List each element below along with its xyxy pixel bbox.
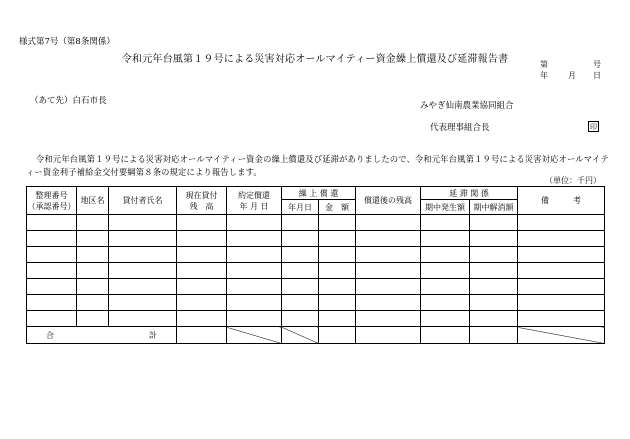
cell-early-amount[interactable]: [319, 311, 356, 327]
cell-contract-date[interactable]: [227, 231, 282, 247]
cell-ref-no[interactable]: [27, 215, 77, 231]
table-row: [27, 247, 605, 263]
cell-early-date[interactable]: [282, 215, 319, 231]
total-contract-date-na: [227, 327, 282, 344]
cell-ref-no[interactable]: [27, 279, 77, 295]
cell-after-balance[interactable]: [356, 247, 421, 263]
table-row: [27, 263, 605, 279]
cell-after-balance[interactable]: [356, 295, 421, 311]
cell-arrears-resolved[interactable]: [470, 231, 518, 247]
cell-arrears-occurred[interactable]: [421, 215, 470, 231]
cell-remarks[interactable]: [518, 311, 605, 327]
cell-district[interactable]: [77, 247, 109, 263]
total-early-date-na: [282, 327, 319, 344]
table-row: [27, 215, 605, 231]
cell-contract-date[interactable]: [227, 215, 282, 231]
cell-ref-no[interactable]: [27, 295, 77, 311]
table-row: [27, 311, 605, 327]
cell-borrower[interactable]: [109, 279, 177, 295]
header-after-balance: 償還後の残高: [356, 187, 421, 215]
cell-arrears-resolved[interactable]: [470, 311, 518, 327]
cell-remarks[interactable]: [518, 295, 605, 311]
report-table: [26, 186, 605, 344]
table-row: [27, 279, 605, 295]
cell-early-amount[interactable]: [319, 231, 356, 247]
cell-after-balance[interactable]: [356, 215, 421, 231]
cell-early-amount[interactable]: [319, 279, 356, 295]
cell-arrears-occurred[interactable]: [421, 263, 470, 279]
cell-remarks[interactable]: [518, 279, 605, 295]
cell-early-date[interactable]: [282, 295, 319, 311]
cell-arrears-resolved[interactable]: [470, 295, 518, 311]
cell-arrears-occurred[interactable]: [421, 279, 470, 295]
cell-current-balance[interactable]: [177, 311, 227, 327]
header-arrears-resolved: 期中解消額: [470, 200, 518, 215]
header-current-balance: 現在貸付 残 高: [177, 187, 227, 215]
cell-early-date[interactable]: [282, 279, 319, 295]
cell-current-balance[interactable]: [177, 263, 227, 279]
total-early-amount[interactable]: [319, 327, 356, 344]
date-year: 年: [540, 71, 548, 80]
representative-title: 代表理事組合長: [430, 123, 490, 133]
cell-arrears-occurred[interactable]: [421, 311, 470, 327]
cell-arrears-resolved[interactable]: [470, 215, 518, 231]
cell-borrower[interactable]: [109, 247, 177, 263]
cell-current-balance[interactable]: [177, 215, 227, 231]
cell-early-amount[interactable]: [319, 263, 356, 279]
cell-borrower[interactable]: [109, 263, 177, 279]
cell-borrower[interactable]: [109, 231, 177, 247]
form-number: 様式第7号（第8条関係）: [19, 37, 115, 47]
table-body: [27, 215, 605, 327]
cell-district[interactable]: [77, 231, 109, 247]
header-contract-date: 約定償還 年 月 日: [227, 187, 282, 215]
cell-arrears-resolved[interactable]: [470, 247, 518, 263]
header-borrower: 貸付者氏名: [109, 187, 177, 215]
cell-contract-date[interactable]: [227, 247, 282, 263]
cell-current-balance[interactable]: [177, 231, 227, 247]
cell-after-balance[interactable]: [356, 263, 421, 279]
seal-mark: 印: [590, 122, 597, 131]
cell-arrears-resolved[interactable]: [470, 279, 518, 295]
cell-early-date[interactable]: [282, 231, 319, 247]
cell-ref-no[interactable]: [27, 311, 77, 327]
cell-early-amount[interactable]: [319, 247, 356, 263]
cell-early-amount[interactable]: [319, 215, 356, 231]
number-label: 第: [540, 60, 548, 69]
cell-early-date[interactable]: [282, 247, 319, 263]
total-label: 合 計: [27, 327, 177, 344]
cell-arrears-occurred[interactable]: [421, 247, 470, 263]
cell-contract-date[interactable]: [227, 295, 282, 311]
table-row: [27, 295, 605, 311]
cell-current-balance[interactable]: [177, 247, 227, 263]
cell-arrears-resolved[interactable]: [470, 263, 518, 279]
cell-borrower[interactable]: [109, 295, 177, 311]
total-remarks-na: [518, 327, 605, 344]
header-district: 地区名: [77, 187, 109, 215]
cell-ref-no[interactable]: [27, 247, 77, 263]
cell-borrower[interactable]: [109, 215, 177, 231]
cell-contract-date[interactable]: [227, 263, 282, 279]
cell-remarks[interactable]: [518, 231, 605, 247]
total-row: [27, 327, 605, 344]
cell-arrears-occurred[interactable]: [421, 231, 470, 247]
cell-district[interactable]: [77, 311, 109, 327]
cell-remarks[interactable]: [518, 215, 605, 231]
header-early-amount: 金 額: [319, 200, 356, 215]
cell-contract-date[interactable]: [227, 311, 282, 327]
total-arrears-resolved[interactable]: [470, 327, 518, 344]
cell-borrower[interactable]: [109, 311, 177, 327]
cell-early-amount[interactable]: [319, 295, 356, 311]
cell-ref-no[interactable]: [27, 231, 77, 247]
header-arrears-occurred: 期中発生額: [421, 200, 470, 215]
cell-district[interactable]: [77, 279, 109, 295]
total-after-balance[interactable]: [356, 327, 421, 344]
cell-remarks[interactable]: [518, 247, 605, 263]
cell-ref-no[interactable]: [27, 263, 77, 279]
cell-after-balance[interactable]: [356, 279, 421, 295]
cell-current-balance[interactable]: [177, 279, 227, 295]
issue-label: 号: [593, 60, 601, 69]
cell-district[interactable]: [77, 263, 109, 279]
header-arrears: 延 滞 関 係: [421, 187, 518, 200]
cell-contract-date[interactable]: [227, 279, 282, 295]
cell-district[interactable]: [77, 215, 109, 231]
cell-early-date[interactable]: [282, 263, 319, 279]
cell-current-balance[interactable]: [177, 295, 227, 311]
cell-district[interactable]: [77, 295, 109, 311]
date-day: 日: [593, 71, 601, 80]
unit-label: （単位：千円）: [545, 176, 601, 185]
cell-after-balance[interactable]: [356, 231, 421, 247]
header-ref-no: 整理番号 （承認番号）: [27, 187, 77, 215]
cell-arrears-occurred[interactable]: [421, 295, 470, 311]
date-month: 月: [568, 71, 576, 80]
document-title: 令和元年台風第１９号による災害対応オールマイティー資金繰上償還及び延滞報告書: [121, 54, 509, 65]
table-row: [27, 231, 605, 247]
total-arrears-occurred[interactable]: [421, 327, 470, 344]
addressee: （あて先）白石市長: [30, 96, 107, 106]
report-body-text: 令和元年台風第１９号による災害対応オールマイティー資金の繰上償還及び延滞がありましたので、令和元年台風第１９号による災害対応オールマイティー資金利子補給金交付要綱第８条の規定により報告します。: [26, 154, 609, 177]
total-current-balance[interactable]: [177, 327, 227, 344]
cell-remarks[interactable]: [518, 263, 605, 279]
cell-early-date[interactable]: [282, 311, 319, 327]
header-early-repayment: 繰 上 償 還: [282, 187, 356, 200]
cell-after-balance[interactable]: [356, 311, 421, 327]
header-early-date: 年月日: [282, 200, 319, 215]
header-remarks: 備 考: [518, 187, 605, 215]
organization-name: みやぎ仙南農業協同組合: [420, 101, 514, 111]
